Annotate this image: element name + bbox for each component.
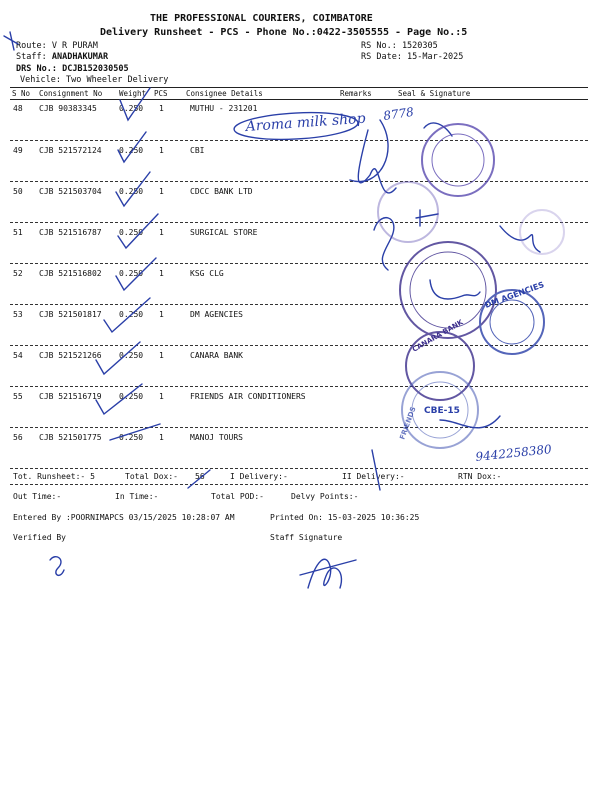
row-pcs: 1 — [159, 146, 164, 155]
staff-signature-mark — [300, 559, 356, 588]
handwritten-phone-top: 8778 — [382, 104, 415, 123]
row-consignment: CJB 90383345 — [39, 104, 97, 113]
table-row — [0, 104, 600, 120]
row-consignment: CJB 521516802 — [39, 269, 102, 278]
row-weight: 0.250 — [119, 187, 144, 196]
stamp-friends: FRIENDS — [398, 405, 418, 441]
stamp-canara-bank: CANARA BANK — [411, 318, 465, 354]
row-sno: 52 — [13, 269, 23, 278]
times-row — [0, 492, 600, 508]
company-title: THE PROFESSIONAL COURIERS, COIMBATORE — [150, 13, 373, 24]
rs-date: RS Date: 15-Mar-2025 — [361, 52, 464, 62]
drs-number: DCJB152030505 — [62, 64, 129, 74]
entered-by: Entered By :POORNIMAPCS 03/15/2025 10:28:07 AM — [13, 513, 235, 522]
row-pcs: 1 — [159, 104, 164, 113]
row-consignee: FRIENDS AIR CONDITIONERS — [190, 392, 306, 401]
row-weight: 0.250 — [119, 392, 144, 401]
row-consignee: KSG CLG — [190, 269, 224, 278]
seal-stamp — [412, 382, 468, 438]
table-row — [0, 433, 600, 449]
row-consignment: CJB 521501775 — [39, 433, 102, 442]
col-weight: Weight — [119, 89, 147, 98]
handwritten-phone: 9442258380 — [474, 442, 553, 464]
row-divider — [10, 427, 588, 428]
row-sno: 56 — [13, 433, 23, 442]
verified-by: Verified By — [13, 533, 66, 542]
row-pcs: 1 — [159, 310, 164, 319]
staff-label: Staff: — [16, 52, 47, 62]
runsheet-subtitle: Delivery Runsheet - PCS - Phone No.:0422-3505555 - Page No.:5 — [100, 27, 468, 38]
tot-runsheet: Tot. Runsheet:- 5 — [13, 472, 95, 481]
row-divider — [10, 263, 588, 264]
rtn-dox: RTN Dox:- — [458, 472, 502, 481]
col-pcs: PCS — [154, 89, 168, 98]
row-consignment: CJB 521516787 — [39, 228, 102, 237]
out-time: Out Time:- — [13, 492, 62, 501]
row-pcs: 1 — [159, 269, 164, 278]
verify-row — [0, 533, 600, 549]
row-divider — [10, 222, 588, 223]
totals-rule — [10, 484, 588, 485]
table-header-rule — [10, 99, 588, 100]
row-consignee: CDCC BANK LTD — [190, 187, 253, 196]
table-row — [0, 228, 600, 244]
row-sno: 50 — [13, 187, 23, 196]
table-row — [0, 269, 600, 285]
handwritten-note: Aroma milk shop — [245, 110, 367, 135]
row-divider — [10, 345, 588, 346]
staff-signature-label: Staff Signature — [270, 533, 343, 542]
row-pcs: 1 — [159, 351, 164, 360]
row-weight: 0.250 — [119, 269, 144, 278]
row-divider — [10, 181, 588, 182]
delvy-points: Delvy Points:- — [291, 492, 359, 501]
row-pcs: 1 — [159, 228, 164, 237]
row-sno: 51 — [13, 228, 23, 237]
row-consignee: MANOJ TOURS — [190, 433, 243, 442]
row-pcs: 1 — [159, 433, 164, 442]
row-consignee: DM AGENCIES — [190, 310, 243, 319]
i-delivery: I Delivery:- — [230, 472, 288, 481]
entry-row — [0, 513, 600, 529]
row-consignment: CJB 521503704 — [39, 187, 102, 196]
row-consignee: CANARA BANK — [190, 351, 243, 360]
ii-delivery: II Delivery:- — [342, 472, 405, 481]
col-consignment: Consignment No — [39, 89, 103, 98]
total-dox-label: Total Dox:- — [125, 472, 178, 481]
row-divider — [10, 468, 588, 469]
row-consignment: CJB 521572124 — [39, 146, 102, 155]
table-row — [0, 392, 600, 408]
vehicle-label: Vehicle: Two Wheeler Delivery — [20, 75, 169, 85]
col-remarks: Remarks — [340, 89, 372, 98]
route-label: Route: V R PURAM — [16, 41, 98, 51]
row-sno: 53 — [13, 310, 23, 319]
row-consignment: CJB 521501817 — [39, 310, 102, 319]
row-weight: 0.250 — [119, 104, 144, 113]
row-pcs: 1 — [159, 187, 164, 196]
table-row — [0, 310, 600, 326]
row-sno: 55 — [13, 392, 23, 401]
table-top-rule — [10, 87, 588, 88]
row-consignment: CJB 521516719 — [39, 392, 102, 401]
table-row — [0, 146, 600, 162]
printed-on: Printed On: 15-03-2025 10:36:25 — [270, 513, 420, 522]
stamp-cbe-15: CBE-15 — [424, 406, 460, 416]
total-dox-value: 56 — [195, 472, 205, 481]
staff-line — [16, 52, 108, 62]
row-divider — [10, 140, 588, 141]
signature-stroke — [424, 123, 452, 136]
row-weight: 0.250 — [119, 433, 144, 442]
verified-initial — [50, 557, 64, 576]
row-divider — [10, 386, 588, 387]
row-sno: 54 — [13, 351, 23, 360]
total-pod: Total POD:- — [211, 492, 264, 501]
row-consignment: CJB 521521266 — [39, 351, 102, 360]
row-pcs: 1 — [159, 392, 164, 401]
rs-number: RS No.: 1520305 — [361, 41, 438, 51]
row-weight: 0.250 — [119, 146, 144, 155]
col-consignee: Consignee Details — [186, 89, 263, 98]
col-seal-signature: Seal & Signature — [398, 89, 471, 98]
row-sno: 48 — [13, 104, 23, 113]
col-sno: S No — [12, 89, 31, 98]
row-consignee: MUTHU - 231201 — [190, 104, 258, 113]
row-weight: 0.250 — [119, 228, 144, 237]
totals-row — [0, 472, 600, 488]
drs-line — [16, 64, 129, 74]
table-row — [0, 351, 600, 367]
staff-name: ANADHAKUMAR — [51, 52, 109, 62]
row-weight: 0.250 — [119, 351, 144, 360]
row-consignee: SURGICAL STORE — [190, 228, 258, 237]
table-header — [0, 89, 600, 105]
row-sno: 49 — [13, 146, 23, 155]
row-divider — [10, 304, 588, 305]
row-consignee: CBI — [190, 146, 205, 155]
table-row — [0, 187, 600, 203]
stamp-dm-agencies: DM AGENCIES — [483, 280, 546, 310]
signature-stroke — [416, 210, 438, 226]
in-time: In Time:- — [115, 492, 159, 501]
drs-label: DRS No.: — [16, 64, 57, 74]
row-weight: 0.250 — [119, 310, 144, 319]
